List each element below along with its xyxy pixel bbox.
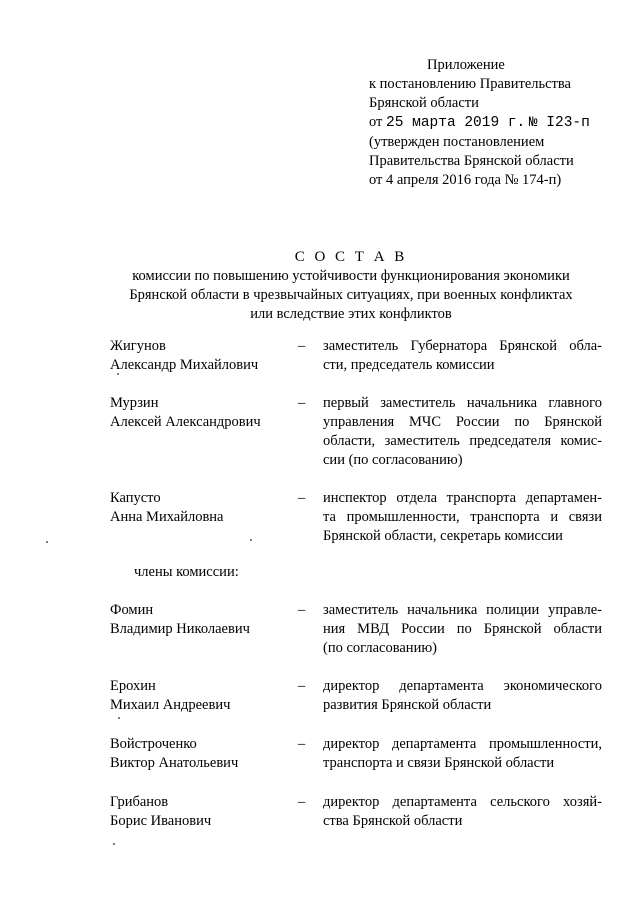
member-surname: Фомин	[110, 602, 154, 618]
role-line: сти, председатель комиссии	[323, 357, 495, 373]
appendix-number: № I23-п	[528, 115, 590, 131]
member-surname: Мурзин	[110, 395, 159, 411]
role-line: та промышленности, транспорта и связи	[323, 509, 602, 525]
member-given-name: Александр Михайлович	[110, 357, 259, 373]
members-label: члены комиссии:	[134, 564, 239, 580]
heading-title: С О С Т А В	[294, 249, 408, 265]
member-given-name: Алексей Александрович	[110, 414, 261, 430]
member-role	[323, 601, 602, 658]
appendix-line-6: от 4 апреля 2016 года № 174-п)	[369, 172, 562, 188]
dash-separator: –	[298, 490, 306, 506]
member-surname: Грибанов	[110, 794, 169, 810]
role-line: сии (по согласованию)	[323, 452, 463, 468]
role-line: области, заместитель председателя комис-	[323, 433, 602, 449]
member-surname: Ерохин	[110, 678, 156, 694]
role-line: заместитель начальника полиции управле-	[323, 602, 602, 618]
member-name	[110, 394, 285, 432]
member-given-name: Виктор Анатольевич	[110, 755, 239, 771]
appendix-title: Приложение	[427, 57, 505, 73]
member-name	[110, 601, 285, 639]
member-role	[323, 735, 602, 773]
dash-separator: –	[298, 736, 306, 752]
role-line: заместитель Губернатора Брянской обла-	[323, 338, 602, 354]
appendix-line-1: к постановлению Правительства	[369, 76, 571, 92]
heading-line-1: комиссии по повышению устойчивости функционирования экономики	[132, 268, 570, 284]
member-surname: Жигунов	[110, 338, 166, 354]
dash-separator: –	[298, 602, 306, 618]
role-line: директор департамента сельского хозяй-	[323, 794, 602, 810]
member-surname: Капусто	[110, 490, 161, 506]
member-name	[110, 793, 285, 831]
appendix-line-4: (утвержден постановлением	[369, 134, 545, 150]
appendix-line-2: Брянской области	[369, 95, 479, 111]
scan-speck	[250, 539, 252, 541]
role-line: развития Брянской области	[323, 697, 492, 713]
member-role	[323, 793, 602, 831]
member-role	[323, 394, 602, 470]
role-line: первый заместитель начальника главного	[323, 395, 602, 411]
member-role	[323, 337, 602, 375]
document-heading	[110, 248, 592, 324]
appendix-line-5: Правительства Брянской области	[369, 153, 574, 169]
appendix-date-line	[369, 113, 629, 133]
scan-speck	[113, 843, 115, 845]
scan-speck	[117, 373, 119, 375]
role-line: ния МВД России по Брянской области	[323, 621, 602, 637]
role-line: Брянской области, секретарь комиссии	[323, 528, 563, 544]
heading-line-2: Брянской области в чрезвычайных ситуациях, при военных конфликтах	[129, 287, 573, 303]
role-line: управления МЧС России по Брянской	[323, 414, 602, 430]
member-given-name: Владимир Николаевич	[110, 621, 250, 637]
member-surname: Войстроченко	[110, 736, 197, 752]
dash-separator: –	[298, 678, 306, 694]
role-line: директор департамента экономического	[323, 678, 602, 694]
member-name	[110, 677, 285, 715]
dash-separator: –	[298, 395, 306, 411]
dash-separator: –	[298, 338, 306, 354]
role-line: (по согласованию)	[323, 640, 437, 656]
member-name	[110, 337, 285, 375]
member-given-name: Михаил Андреевич	[110, 697, 231, 713]
member-role	[323, 489, 602, 546]
scan-speck	[118, 717, 120, 719]
member-given-name: Анна Михайловна	[110, 509, 224, 525]
member-name	[110, 489, 285, 527]
appendix-date-prefix: от	[369, 114, 383, 130]
member-name	[110, 735, 285, 773]
role-line: транспорта и связи Брянской области	[323, 755, 555, 771]
dash-separator: –	[298, 794, 306, 810]
heading-line-3: или вследствие этих конфликтов	[250, 306, 452, 322]
appendix-header	[369, 56, 629, 190]
member-given-name: Борис Иванович	[110, 813, 212, 829]
role-line: инспектор отдела транспорта департамен-	[323, 490, 602, 506]
role-line: директор департамента промышленности,	[323, 736, 602, 752]
appendix-date-value: 25 марта 2019 г.	[386, 115, 526, 131]
role-line: ства Брянской области	[323, 813, 463, 829]
scan-speck	[46, 541, 48, 543]
member-role	[323, 677, 602, 715]
